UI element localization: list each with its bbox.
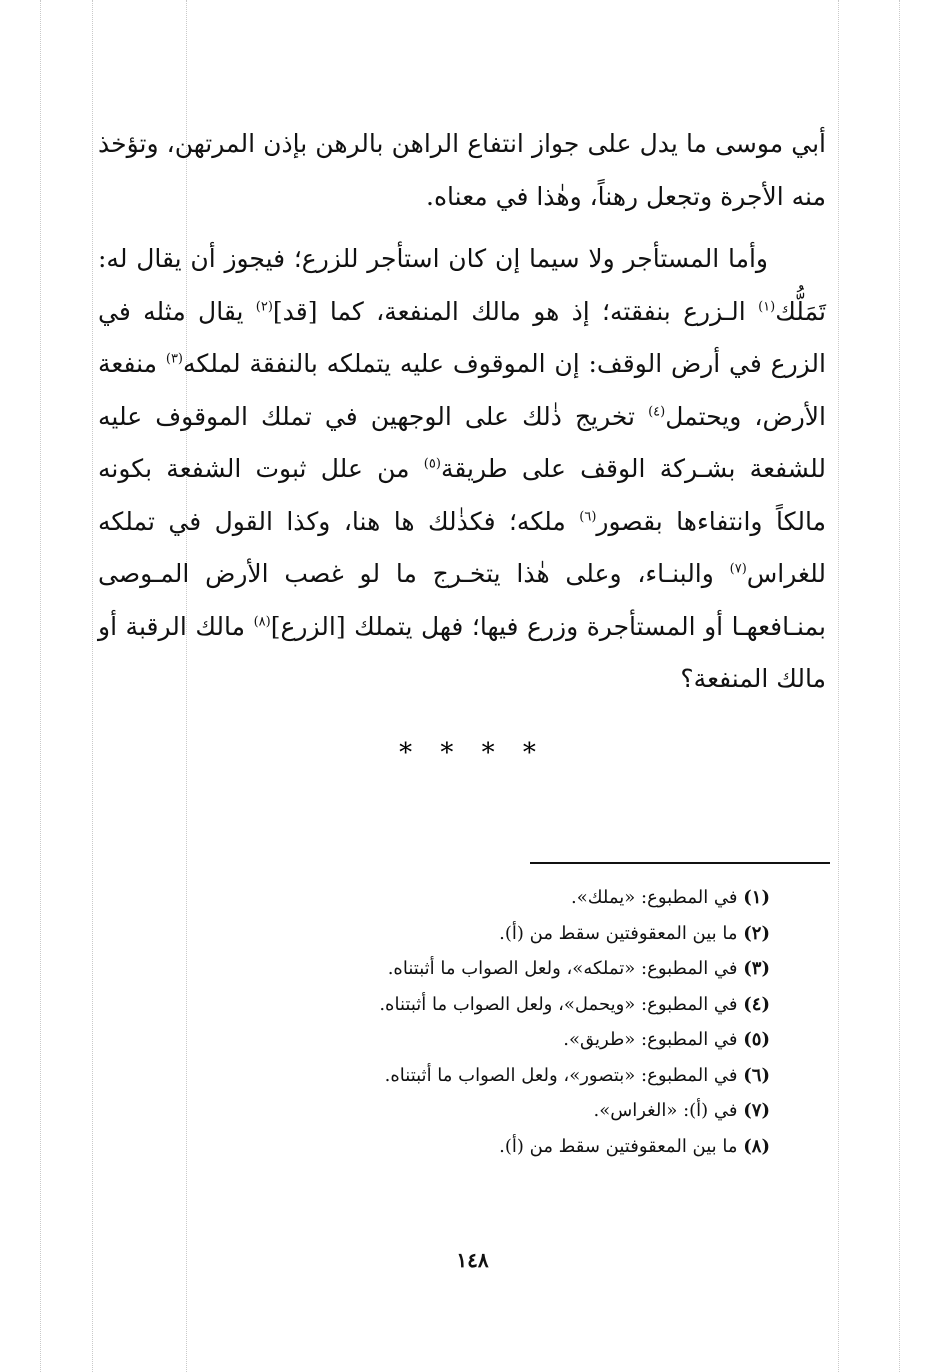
footnote-number: (٨) [743,1135,770,1157]
footnote-number: (٣) [743,958,770,979]
footnotes [120,880,770,1164]
footnote-item [120,1022,770,1058]
footnote-text: في المطبوع: «تملكه»، ولعل الصواب ما أثبتناه. [387,958,744,979]
footnote-text: في المطبوع: «بتصور»، ولعل الصواب ما أثبتناه. [384,1064,744,1086]
footnote-item [120,951,770,987]
footnote-text: ما بين المعقوفتين سقط من (أ). [499,1135,744,1157]
footnote-ref-2: (٢) [255,299,273,315]
main-text [98,118,826,706]
footnote-text: في (أ): «الغراس». [593,1100,744,1121]
footnote-ref-5: (٥) [423,456,441,472]
footnote-ref-3: (٣) [165,351,183,367]
scan-rule-line [838,0,839,1372]
paragraph-1: أبي موسى ما يدل على جواز انتفاع الراهن بالرهن بإذن المرتهن، وتؤخذ منه الأجرة وتجعل رهناً، وهٰذا في معناه. [98,129,826,211]
footnote-item [120,1058,770,1094]
footnote-item [120,916,770,952]
paragraph-2-text: ملكه؛ فكذٰلك ها هنا، وكذا القول في تملكه للغراس [98,506,826,588]
footnote-ref-8: (٨) [253,614,271,630]
footnote-number: (٧) [743,1100,770,1121]
footnote-ref-7: (٧) [729,561,747,577]
footnote-number: (٤) [743,993,770,1015]
paragraph-2-text: منفعة الأرض، ويحتمل [98,349,826,431]
footnote-number: (٦) [743,1064,770,1086]
footnote-ref-4: (٤) [648,404,666,420]
paragraph-2-text: الـزرع بنفقته؛ إذ هو مالك المنفعة، كما [قد] [272,296,759,326]
paragraph-2-text: وأما المستأجر ولا سيما إن كان استأجر للزرع؛ فيجوز أن يقال له: تَمَلُّك [98,244,826,326]
footnote-item [120,880,770,916]
footnote-text: في المطبوع: «يملك». [571,887,744,908]
footnote-item [120,987,770,1023]
footnote-number: (٢) [743,922,770,944]
footnote-divider [530,862,830,864]
paragraph-2-text: تخريج ذٰلك على الوجهين في تملك الموقوف عليه للشفعة بشـركة الوقف على طريقة [98,401,826,483]
footnote-ref-6: (٦) [579,509,597,525]
scan-rule-line [40,0,41,1372]
paragraph-2-text: من علل ثبوت الشفعة بكونه مالكاً وانتفاءها بقصور [98,454,826,536]
paragraph-2 [98,233,826,706]
footnote-number: (٥) [743,1029,770,1050]
paragraph-2-text: يقال مثله في الزرع في أرض الوقف: إن الموقوف عليه يتملكه بالنفقة لملكه [98,296,826,378]
footnote-item [120,1129,770,1165]
footnote-text: ما بين المعقوفتين سقط من (أ). [499,922,744,944]
footnote-item [120,1093,770,1129]
paragraph-2-text: مالك الرقبة أو مالك المنفعة؟ [98,611,826,693]
paragraph-2-text: والبنـاء، وعلى هٰذا يتخـرج ما لو غصب الأرض المـوصى بمنـافعهـا أو المستأجرة وزرع فيها؛ فهل يتملك [الزرع] [98,559,827,641]
scan-rule-line [899,0,900,1372]
footnote-text: في المطبوع: «طريق». [563,1029,744,1050]
page-number: ١٤٨ [456,1248,489,1272]
footnote-number: (١) [743,887,770,908]
scan-rule-line [92,0,93,1372]
section-separator-stars: * * * * [399,738,546,768]
footnote-ref-1: (١) [758,299,776,315]
footnote-text: في المطبوع: «ويحمل»، ولعل الصواب ما أثبتناه. [379,993,744,1015]
